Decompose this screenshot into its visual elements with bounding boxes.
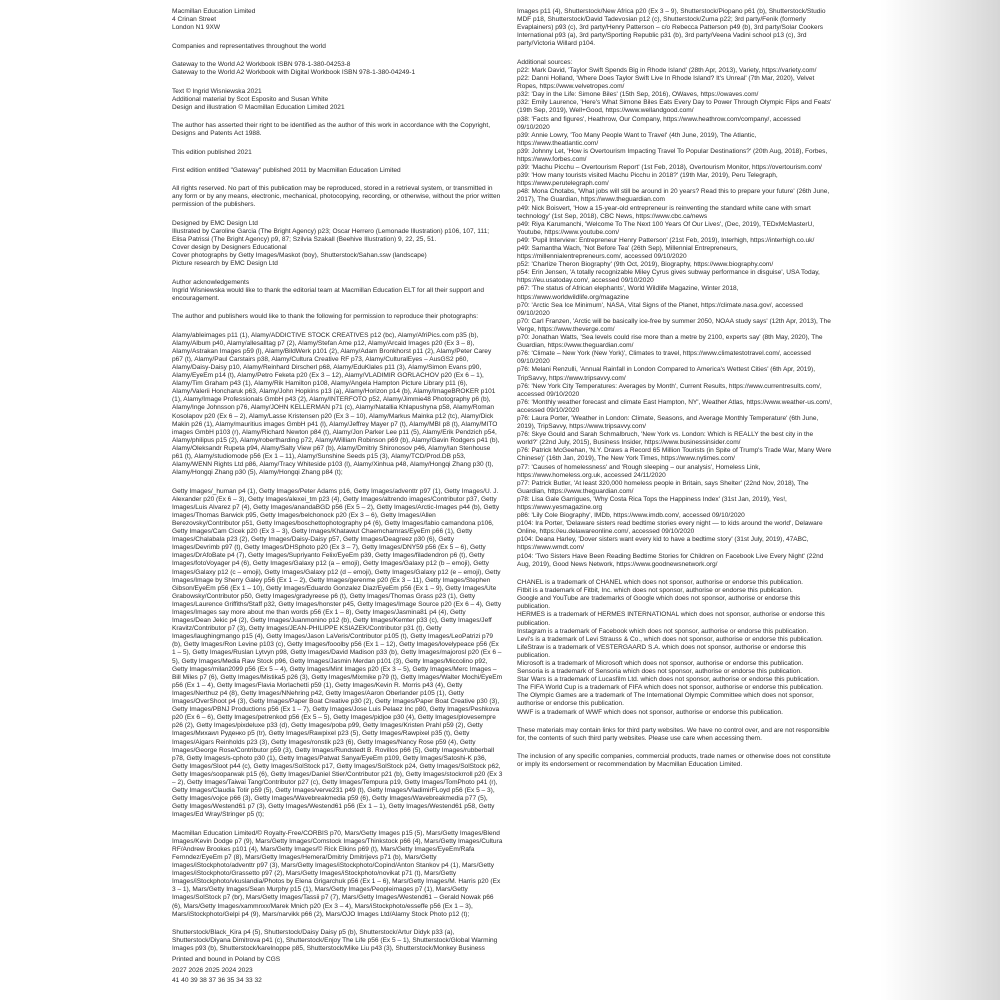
print-run-numbers: 41 40 39 38 37 36 35 34 33 32 xyxy=(172,977,262,985)
photo-permission-intro: The author and publishers would like to thank the following for permission to reproduce their photographs: xyxy=(172,313,479,321)
left-text-column xyxy=(172,0,503,953)
trademark-notices: CHANEL is a trademark of CHANEL which does not sponsor, authorise or endorse this publication. Fitbit is a trademark of Fitbit, Inc. which does not sponsor, authorise or endorse this publication. Google and YouTube are trademarks of Google which does not sponsor, authorise or endorse this publication. HERMES is a trademark of HERMES INTERNATIONAL which does not sponsor, authorise or endorse this publication. Instagram is a trademark of Facebook which does not sponsor, authorise or endorse this publication. Levi's is a trademark of Levi Strauss & Co., which does not sponsor, authorise or endorse this publication. LifeStraw is a trademark of VESTERGAARD S.A. which does not sponsor, authorise or endorse this publication. Microsoft is a trademark of Microsoft which does not sponsor, authorise or endorse this publication. Sensoria is a trademark of Sensoria which does not sponsor, authorise or endorse this publication. Star Wars is a trademark of Lucasfilm Ltd. which does not sponsor, authorise or endorse this publication. The FIFA World Cup is a trademark of FIFA which does not sponsor, authorise or endorse this publication. The Olympic Games are a trademark of The International Olympic Committee which does not sponsor, authorise or endorse this publication. WWF is a trademark of WWF which does not sponsor, authorise or endorse this publication. xyxy=(517,579,825,716)
rights-reserved: All rights reserved. No part of this publication may be reproduced, stored in a retrieval system, or transmitted in any form or by any means, electronic, mechanical, photocopying, recording, or otherwise, without the prior written permission of the publishers. xyxy=(172,185,501,209)
endorsement-disclaimer: The inclusion of any specific companies, commercial products, trade names or otherwise does not constitute or imply its endorsement or recommendation by Macmillan Education Limited. xyxy=(517,753,831,769)
author-rights: The author has asserted their right to be identified as the author of this work in accordance with the Copyright, Designs and Patents Act 1988. xyxy=(172,122,491,138)
shutterstock-credits: Shutterstock/Black_Kira p4 (5), Shutterstock/Daisy Daisy p5 (b), Shutterstock/Artur Didyk p33 (a), Shutterstock/Diyana Dimitrova p41 (c), Shutterstock/Enjoy The Life p56 (Ex 5 – 1), Shutterstock/Global Warming Images p93 (b), Shutterstock/karelnoppe p85, Shutterstock/Mike Liu p43 (3), Shutterstock/Monkey Business xyxy=(172,929,498,953)
credits-continued: Images p11 (4), Shutterstock/New Africa p20 (Ex 3 – 9), Shutterstock/Piopano p61 (b), Shutterstock/Studio MDF p18, Shutterstock/David Tadevosian p12 (c), Shutterstock/Zuma p22; 3rd party/Fenik (formerly Evaplainers) p93 (c), 3rd party/Henry Patterson – c/o Rebecca Patterson p49 (b), 3rd party/Solar Cookers International p93 (a), 3rd party/Sporting Republic p31 (b), 3rd party/Veena Vadini school p13 (c), 3rd party/Victoria Willard p104. xyxy=(517,8,826,48)
alamy-credits: Alamy/ableimages p11 (1), Alamy/ADDICTIVE STOCK CREATIVES p12 (bc), Alamy/AfriPics.com p35 (b), Alamy/Album p40, Alamy/allesalltag p7 (2), Alamy/Stefan Ame p12, Alamy/Arcaid Images p20 (Ex 3 – 8), Alamy/Astrakan Images p59 (l), Alamy/BildWerk p101 (2), Alamy/Adam Bronkhorst p11 (2), Alamy/Peter Carey p67 (t), Alamy/Paul Carstairs p38, Alamy/Cultura Creative RF p73, Alamy/CulturalEyes – AusGS2 p60, Alamy/Daisy-Daisy p10, Alamy/Reinhard Dirscherl p68, Alamy/EduKlales p11 (3), Alamy/Simon Evans p90, Alamy/EyeEm p14 (t), Alamy/Petro Feketa p20 (Ex 3 – 12), Alamy/VLADIMIR GORLACHOV p20 (Ex 6 – 1), Alamy/Tim Graham p43 (1), Alamy/Rik Hamilton p108, Alamy/Angela Hampton Picture Library p11 (6), Alamy/Valerii Honcharuk p63, Alamy/John Hopkins p13 (a), Alamy/Horizon p14 (b), Alamy/ImageBROKER p101 (1), Alamy/Image Professionals GmbH p43 (2), Alamy/INTERFOTO p52, Alamy/Jimmie48 Photography p6 (b), Alamy/Inge Johnsson p76, Alamy/JOHN KELLERMAN p71 (c), Alamy/Natallia Khlapushyna p58, Alamy/Roman Kosolapov p20 (Ex 6 – 2), Alamy/Lasse Kristensen p20 (Ex 3 – 10), Alamy/Markus Mainka p12 (tc), Alamy/Dick Makin p26 (1), Alamy/mauritius images GmbH p41 (l), Alamy/Jeffrey Mayer p7 (t), Alamy/MBI p8 (t), Alamy/MITO images GmbH p103 (r), Alamy/Richard Newton p84 (t), Alamy/Jon Parker Lee p11 (5), Alamy/Erik Pendzich p54, Alamy/philipus p15 (2), Alamy/robertharding p72, Alamy/William Robinson p69 (b), Alamy/Gavin Rodgers p41 (b), Alamy/Oleksandr Rupeta p94, Alamy/Salty View p67 (b), Alamy/Dmitriy Shironosov p46, Alamy/Ian Stenhouse p61 (t), Alamy/studiomode p56 (Ex 1 – 11), Alamy/Sunshine Seeds p15 (3), Alamy/TCD/Prod.DB p53, Alamy/WENN Rights Ltd p86, Alamy/Tracy Whiteside p103 (l), Alamy/Xinhua p48, Alamy/Hongqi Zhang p30 (t), Alamy/Hongqi Zhang p30 (5), Alamy/Hongqi Zhang p84 (t); xyxy=(172,331,500,477)
printed-in: Printed and bound in Poland by CGS xyxy=(172,956,281,963)
first-edition: First edition entitled "Gateway" published 2011 by Macmillan Education Limited xyxy=(172,166,401,174)
publisher-address: Macmillan Education Limited 4 Crinan Street London N1 9XW xyxy=(172,8,256,32)
additional-sources: Additional sources: p22: Mark David, 'Taylor Swift Spends Big in Rhode Island' (28th Apr, 2013), Variety, https://variety.com/ p22: Danni Holland, 'Where Does Taylor Swift Live In Rhode Island? It's Unreal' (7th Mar, 2020), Velvet Ropes, https://www.velvetropes.com/ p32: 'Day in the Life: Simone Biles' (15th Sep, 2016), OWaves, https://owaves.com/ p32: Emily Laurence, 'Here's What Simone Biles Eats Every Day to Power Through Olympic Flips and Feats' (19th Sep, 2019), Well+Good, https://www.wellandgood.com/ p38: 'Facts and figures', Heathrow, Our Company, https://www.heathrow.com/company/, accessed 09/10/2020 p39: Annie Lowry, 'Too Many People Want to Travel' (4th June, 2019), The Atlantic, https://www.theatlantic.com/ p39: Johnny Let, 'How is Overtourism Impacting Travel To Popular Destinations?' (20th Aug, 2018), Forbes, https://www.forbes.com/ p39: 'Machu Picchu – Overtourism Report' (1st Feb, 2018), Overtourism Monitor, https://overtourism.com/ p39: 'How many tourists visited Machu Picchu in 2018?' (19th Mar, 2019), Peru Telegraph, https://www.perutelegraph.com/ p48: Mona Chotabs, 'What jobs will still be around in 20 years? Read this to prepare your future' (26th June, 2017), The Guardian, https://www.theguardian.com p49: Nick Boisvert, 'How a 15-year-old entrepreneur is reinventing the standard white cane with smart technology' (1st Sep, 2018), CBC News, https://www.cbc.ca/news p49: Riya Karumanchi, 'Welcome To The Next 100 Years Of Our Lives', (Dec, 2019), TEDxMcMasterU, Youtube, https://www.youtube.com/ p49: 'Pupil Interview: Entrepreneur Henry Patterson' (21st Feb, 2019), Interhigh, https://interhigh.co.uk/ p49: Samantha Wach, 'Not Before Tea' (26th Sep), Millennial Entrepreneurs, https://millennialentrepreneurs.com/, accessed 09/10/2020 p52: 'Charlize Theron Biography' (9th Oct, 2019), Biography, https://www.biography.com/ p54: Erin Jensen, 'A totally recognizable Miley Cyrus gives subway performance in disguise', USA Today, https://eu.usatoday.com/, accessed 09/10/2020 p67: 'The status of African elephants', World Wildlife Magazine, Winter 2018, https://www.worldwildlife.org/magazine p70: 'Arctic Sea Ice Minimum', NASA, Vital Signs of the Planet, https://climate.nasa.gov/, accessed 09/10/2020 p70: Carl Franzen, 'Arctic will be basically ice-free by summer 2050, NOAA study says' (12th Apr, 2013), The Verge, https://www.theverge.com/ p70: Jonathan Watts, 'Sea levels could rise more than a metre by 2100, experts say' (8th May, 2020), The Guardian, https://www.theguardian.com/ p76: 'Climate – New York (New York)', Climates to travel, https://www.climatestotravel.com/, accessed 09/10/2020 p76: Melani Renzulli, 'Annual Rainfall in London Compared to America's Wettest Cities' (6th Apr, 2019), TripSavvy, https://www.tripsavvy.com/ p76: 'New York City Temperatures: Averages by Month', Current Results, https://www.currentresults.com/, accessed 09/10/2020 p76: 'Monthly weather forecast and climate East Hampton, NY', Weather Atlas, https://www.weather-us.com/, accessed 09/10/2020 p76: Laura Porter, 'Weather in London: Climate, Seasons, and Average Monthly Temperature' (6th June, 2019), TripSavvy, https://www.tripsavvy.com/ p76: Skye Gould and Sarah Schmalbruch, 'New York vs. London: Which is REALLY the best city in the world?' (22nd July, 2015), Business Insider, https://www.businessinsider.com/ p76: Patrick McGeehan, 'N.Y. Draws a Record 65 Million Tourists (in Spite of Trump's Trade War, Many Were Chinese)' (16th Jan, 2019), The New York Times, https://www.nytimes.com/ p77: 'Causes of homelessness' and 'Rough sleeping – our analysis', Homeless Link, https://www.homeless.org.uk, accessed 24/11/2020 p77: Patrick Butler, 'At least 320,000 homeless people in Britain, says Shelter' (22nd Nov, 2018), The Guardian, https://www.theguardian.com/ p78: Lisa Gale Garrigues, 'Why Costa Rica Tops the Happiness Index' (31st Jan, 2019), Yes!, https://www.yesmagazine.org p86: 'Lily Cole Biography', IMDb, https://www.imdb.com/, accessed 09/10/2020 p104: Ira Porter, 'Delaware sisters read bedtime stories every night — to kids around the world', Delaware Online, https://eu.delawareonline.com/, accessed 09/10/2020 p104: Deana Harley, 'Dover sisters want every kid to have a bedtime story' (31st July, 2019), 47ABC, https://www.wmdt.com/ p104: 'Two Sisters Have Been Reading Bedtime Stories for Children on Facebook Live Every Night' (22nd Aug, 2019), Good News Network, https://www.goodnewsnetwork.org/ xyxy=(517,58,832,568)
right-text-column xyxy=(517,0,835,772)
edition-published: This edition published 2021 xyxy=(172,148,252,156)
author-acknowledgements: Author acknowledgements Ingrid Wisniewska would like to thank the editorial team at Macmillan Education ELT for all their support and encouragement. xyxy=(172,278,484,302)
macmillan-credits: Macmillan Education Limited/© Royalty-Free/CORBIS p70, Mars/Getty Images p15 (5), Mars/Getty Images/Blend Images/Kevin Dodge p7 (9), Mars/Getty Images/Comstock Images/Thinkstock p66 (4), Mars/Getty Images/Cultura RF/Andrew Brookes p101 (4), Mars/Getty Images/© Rick Elkins p69 (t), Mars/Getty Images/EyeEm/Rafa Fernndez/EyeEm p7 (8), Mars/Getty Images/Hemera/Dmitriy Dmitrijevs p71 (b), Mars/Getty Images/iStockphoto/adventtr p97 (3), Mars/Getty Images/iStockphoto/Copind/Anton Stankov p4 (1), Mars/Getty Images/iStockphoto/Grassetto p97 (2), Mars/Getty Images/iStockphoto/novikat p71 (t), Mars/Getty Images/iStockphoto/vkuslandia/Photos by Elena Grigarchuk p56 (Ex 1 – 6), Mars/Getty Images/M. Harris p20 (Ex 3 – 1), Mars/Getty Images/Sean Murphy p15 (1), Mars/Getty Images/Peopleimages p7 (1), Mars/Getty Images/SolStock p7 (br), Mars/Getty Images/Tassii p7 (7), Mars/Getty Images/Westend61 – Gerald Nowak p66 (6), Mars/Getty Images/xammnxx/Marek Mnich p20 (Ex 3 – 4), Mars/iStockphoto/esseffe p56 (Ex 1 – 3), Mars/iStockphoto/Gelpi p4 (9), Mars/narvikk p66 (2), Mars/OJO Images Ltd/Alamy Stock Photo p12 (t); xyxy=(172,829,503,918)
third-party-links-note: These materials may contain links for third party websites. We have no control over, and are not responsible for, the contents of such third party websites. Please use care when accessing them. xyxy=(517,726,830,742)
getty-credits: Getty Images/_human p4 (1), Getty Images/Peter Adams p16, Getty Images/adventtr p97 (1), Getty Images/U. J. Alexander p20 (Ex 6 – 3), Getty Images/alexei_tm p23 (4), Getty Images/altrendo images/Contributor p37, Getty Images/Luis Alvarez p7 (4), Getty Images/anandaBGD p56 (Ex 5 – 2), Getty Images/Arctic-Images p44 (b), Getty Images/Thomas Barwick p95, Getty Images/belchonock p20 (Ex 3 – 6), Getty Images/Allen Berezovsky/Contributor p51, Getty Images/boschettophotography p4 (6), Getty Images/fabio camandona p106, Getty Images/Cam Cicek p20 (Ex 3 – 3), Getty Images/Khatawut Chaemchamras/EyeEm p66 (1), Getty Images/Chalabala p23 (2), Getty Images/Daisy-Daisy p57, Getty Images/Deagreez p30 (6), Getty Images/Devrimb p97 (t), Getty Images/DHSphoto p20 (Ex 3 – 7), Getty Images/DNY59 p56 (Ex 5 – 6), Getty Images/DrAfoBate p4 (7), Getty Images/Supriyanto Felix/EyeEm p39, Getty Images/filadendron p6 (t), Getty Images/fotoVoyager p4 (6), Getty Images/Galaxy p12 (a – emoji), Getty Images/Galaxy p12 (b – emoji), Getty Images/Galaxy p12 (c – emoji), Getty Images/Galaxy p12 (d – emoji), Getty Images/Galaxy p12 (e – emoji), Getty Images/Image by Sherry Galey p56 (Ex 1 – 2), Getty Images/gerenme p20 (Ex 3 – 11), Getty Images/Stephen Gibson/EyeEm p56 (Ex 1 – 10), Getty Images/Eduardo Gonzalez Diaz/EyeEm p56 (Ex 1 – 9), Getty Images/Ute Grabowsky/Contributor p50, Getty Images/gradyreese p6 (t), Getty Images/Thomas Grass p23 (1), Getty Images/Laurence Griffiths/Staff p32, Getty Images/honster p45, Getty Images/Image Source p20 (Ex 6 – 4), Getty Images/Images say more about me than words p56 (Ex 1 – 8), Getty Images/Jasmina81 p4 (4), Getty Images/Dean Jekic p4 (2), Getty Images/Juanmonino p12 (b), Getty Images/Kemter p33 (c), Getty Images/Jeff Kravitz/Contributor p7 (3), Getty Images/JEAN-PHILIPPE KSIAZEK/Contributor p31 (t), Getty Images/laughingmango p15 (4), Getty Images/Jason LaVeris/Contributor p105 (t), Getty Images/LeoPatrizi p79 (b), Getty Images/Ron Levine p103 (c), Getty Images/fooolby p56 (Ex 1 – 12), Getty Images/lovelypeace p56 (Ex 1 – 5), Getty Images/Ruslan Lytvyn p98, Getty Images/David Madison p33 (b), Getty Images/majorosl p20 (Ex 6 – 5), Getty Images/Media Raw Stock p96, Getty Images/Jasmin Merdan p101 (3), Getty Images/Miccolino p92, Getty Images/milan2099 p56 (Ex 5 – 4), Getty Images/Mint Images p20 (Ex 3 – 5), Getty Images/Merc Images – Bill Miles p7 (6), Getty Images/Mistika5 p26 (3), Getty Images/Mixmike p79 (t), Getty Images/Walter Mochi/EyeEm p56 (Ex 1 – 4), Getty Images/Flavia Morlachetti p59 (1), Getty Images/Kevin R. Morris p43 (4), Getty Images/Nerthuz p4 (8), Getty Images/NNehring p42, Getty Images/Aaron Oberlander p105 (1), Getty Images/OverShoot p4 (3), Getty Images/Paper Boat Creative p30 (2), Getty Images/Paper Boat Creative p30 (3), Getty Images/PBNJ Productions p56 (Ex 1 – 7), Getty Images/Jose Luis Pelaez Inc p80, Getty Images/Peshkova p20 (Ex 6 – 6), Getty Images/petrenkod p56 (Ex 5 – 5), Getty Images/pidjoe p30 (4), Getty Images/plovesempre p26 (2), Getty Images/pixdeluxe p33 (d), Getty Images/poba p99, Getty Images/Kristen Prahl p59 (2), Getty Images/Михаил Руденко p5 (tr), Getty Images/Rawpixel p23 (5), Getty Images/Rawpixel p35 (t), Getty Images/Aigars Reinholds p23 (3), Getty Images/ronstik p23 (6), Getty Images/Nancy Rose p59 (4), Getty Images/George Rose/Contributor p59 (3), Getty Images/Rundstedt B. Rovillos p66 (5), Getty Images/rubberball p78, Getty Images/s-cphoto p30 (1), Getty Images/Patwat Sanya/EyeEm p109, Getty Images/Satoshi-K p36, Getty Images/Sloot p44 (c), Getty Images/SolStock p17, Getty Images/SolStock p24, Getty Images/SolStock p62, Getty Images/sooparwak p15 (6), Getty Images/Daniel Stier/Contributor p21 (b), Getty Images/stockrroll p20 (Ex 3 – 2), Getty Images/Taiwai Tang/Contributor p27 (c), Getty Images/Tempura p19, Getty Images/TomPhoto p41 (r), Getty Images/Claudia Totir p59 (5), Getty Images/verve231 p49 (t), Getty Images/VladimirFLoyd p56 (Ex 5 – 3), Getty Images/vojce p66 (3), Getty Images/Wavebreakmedia p59 (6), Getty Images/Wavebreakmedia p77 (5), Getty Images/Westend61 p7 (3), Getty Images/Westend61 p56 (Ex 1 – 1), Getty Images/Westend61 p58, Getty Images/Ed Wray/Stringer p5 (t); xyxy=(172,487,503,819)
print-footer xyxy=(172,956,372,988)
isbn-list: Gateway to the World A2 Workbook ISBN 978-1-380-04253-8 Gateway to the World A2 Workbook with Digital Workbook ISBN 978-1-380-04249-1 xyxy=(172,61,416,77)
design-credits: Designed by EMC Design Ltd Illustrated by Caroline Garcia (The Bright Agency) p23; Oscar Herrero (Lemonade Illustration) p106, 107, 111; Elisa Patrissi (The Bright Agency) p9, 87; Szilvia Szakall (Beehive Illustration) 9, 22, 25, 51. Cover design by Designers Educational Cover photographs by Getty Images/Maskot (boy), Shutterstock/Sahan.ssw (landscape) Picture research by EMC Design Ltd xyxy=(172,219,490,268)
companies-note: Companies and representatives throughout the world xyxy=(172,42,326,50)
print-years: 2027 2026 2025 2024 2023 xyxy=(172,966,253,974)
copyright-text: Text © Ingrid Wisniewska 2021 Additional material by Scot Esposito and Susan White Design and illustration © Macmillan Education Limited 2021 xyxy=(172,87,345,111)
